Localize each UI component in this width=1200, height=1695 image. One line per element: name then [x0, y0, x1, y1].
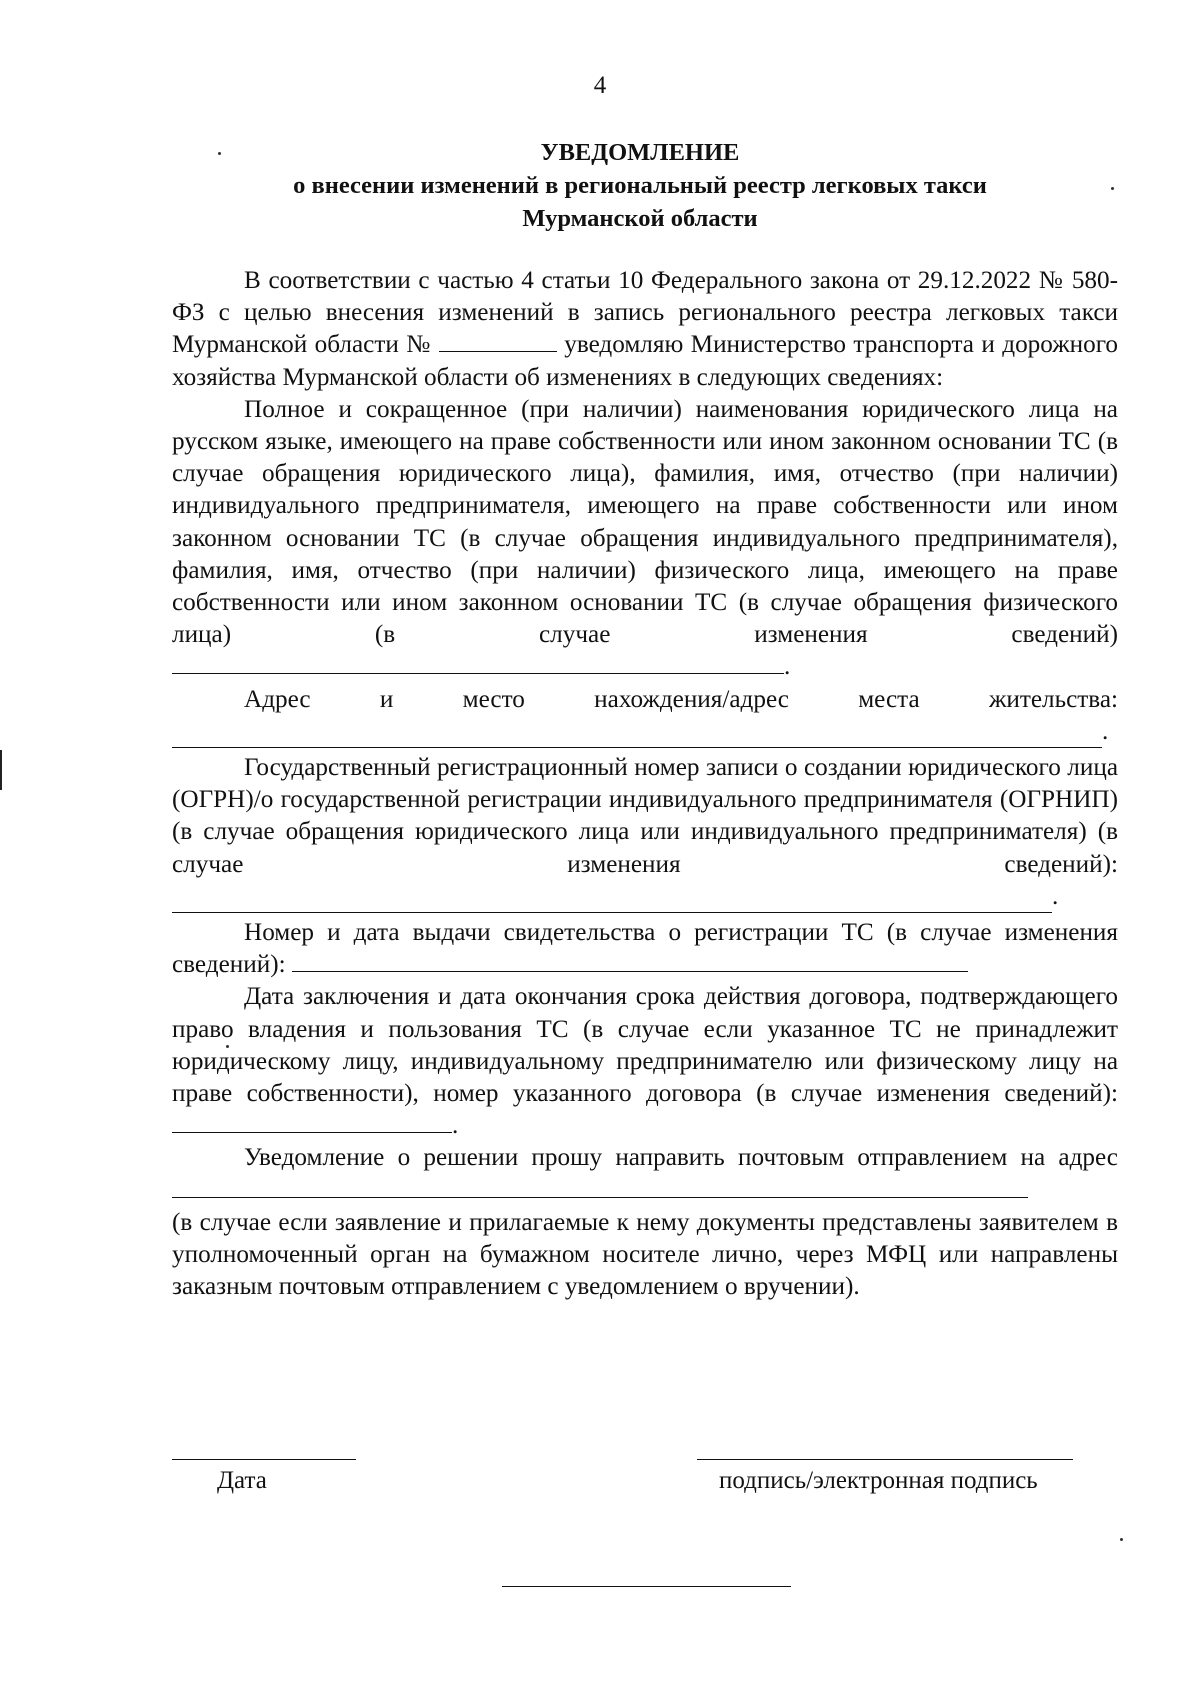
owner-name-paragraph: [172, 394, 1118, 684]
period: .: [1052, 882, 1059, 910]
period: .: [1102, 717, 1109, 745]
scan-speck: [1111, 187, 1114, 190]
document-title: УВЕДОМЛЕНИЕ: [540, 139, 740, 166]
scan-speck: [218, 152, 221, 155]
ogrn-label: Государственный регистрационный номер записи о создании юридического лица (ОГРН)/о государственной регистрации индивидуального предпринимателя (ОГРНИП) (в случае обращения юридического лица или индивидуального предпринимателя) (в случае изменения сведений):: [172, 754, 1118, 878]
notification-paragraph: [172, 1142, 1118, 1206]
notification-address-field[interactable]: [172, 1175, 1028, 1198]
closing-separator-line: [502, 1586, 791, 1587]
document-subtitle-region: Мурманской области: [522, 205, 758, 232]
document-subtitle: о внесении изменений в региональный реестр легковых такси: [293, 172, 987, 199]
intro-text: В соответствии с частью 4 статьи 10 Федерального закона от 29.12.2022 № 580-ФЗ с целью внесения изменений в запись регионального реестра легковых такси Мурманской области №: [172, 267, 1118, 359]
owner-name-label: Полное и сокращенное (при наличии) наименования юридического лица на русском языке, имеющего на праве собственности или ином законном основании ТС (в случае обращения юридического лица), фамилия, имя, отчество (при наличии) индивидуального предпринимателя, имеющего на праве собственности или ином законном основании ТС (в случае обращения индивидуального предпринимателя), фамилия, имя, отчество (при наличии) физического лица, имеющего на праве собственности или ином законном основании ТС (в случае обращения физического лица) (в случае изменения сведений): [172, 395, 1118, 649]
address-line-row: [172, 716, 1118, 748]
address-paragraph: [172, 684, 1118, 716]
address-label: Адрес и место нахождения/адрес места жительства:: [244, 685, 1118, 713]
certificate-field[interactable]: [292, 949, 968, 972]
owner-name-field[interactable]: [172, 651, 784, 674]
period: .: [452, 1112, 459, 1140]
period: .: [784, 653, 791, 681]
document-body: [172, 265, 1118, 1304]
registry-number-field[interactable]: [439, 329, 557, 352]
date-label: Дата: [217, 1467, 267, 1494]
scan-edge-mark: [0, 750, 2, 790]
scan-speck: [226, 1045, 229, 1048]
scan-speck: [1120, 1538, 1123, 1541]
signature-label: подпись/электронная подпись: [719, 1467, 1038, 1494]
contract-field[interactable]: [172, 1110, 452, 1133]
notification-condition: (в случае если заявление и прилагаемые к нему документы представлены заявителем в уполномоченный орган на бумажном носителе лично, через МФЦ или направлены заказным почтовым отправлением с уведомлением о вручении).: [172, 1208, 1118, 1301]
intro-paragraph: [172, 265, 1118, 394]
contract-paragraph: [172, 981, 1118, 1142]
contract-label: Дата заключения и дата окончания срока действия договора, подтверждающего право владения и пользования ТС (в случае если указанное ТС не принадлежит юридическому лицу, индивидуальному предпринимателю или физическому лицу на праве собственности), номер указанного договора (в случае изменения сведений):: [172, 983, 1118, 1108]
ogrn-line-row: [172, 881, 1118, 913]
page-number: 4: [593, 72, 607, 99]
notification-label: Уведомление о решении прошу направить почтовым отправлением на адрес: [244, 1144, 1118, 1172]
signature-line[interactable]: [697, 1459, 1073, 1460]
ogrn-field[interactable]: [172, 886, 1052, 913]
certificate-label: Номер и дата выдачи свидетельства о регистрации ТС (в случае изменения сведений):: [172, 919, 1118, 979]
certificate-paragraph: [172, 917, 1118, 981]
intro-text-continued: уведомляю Министерство транспорта и дорожного хозяйства Мурманской области об изменениях в следующих сведениях:: [172, 331, 1119, 391]
date-signature-line[interactable]: [172, 1459, 356, 1460]
address-field[interactable]: [172, 721, 1102, 748]
ogrn-paragraph: [172, 752, 1118, 881]
